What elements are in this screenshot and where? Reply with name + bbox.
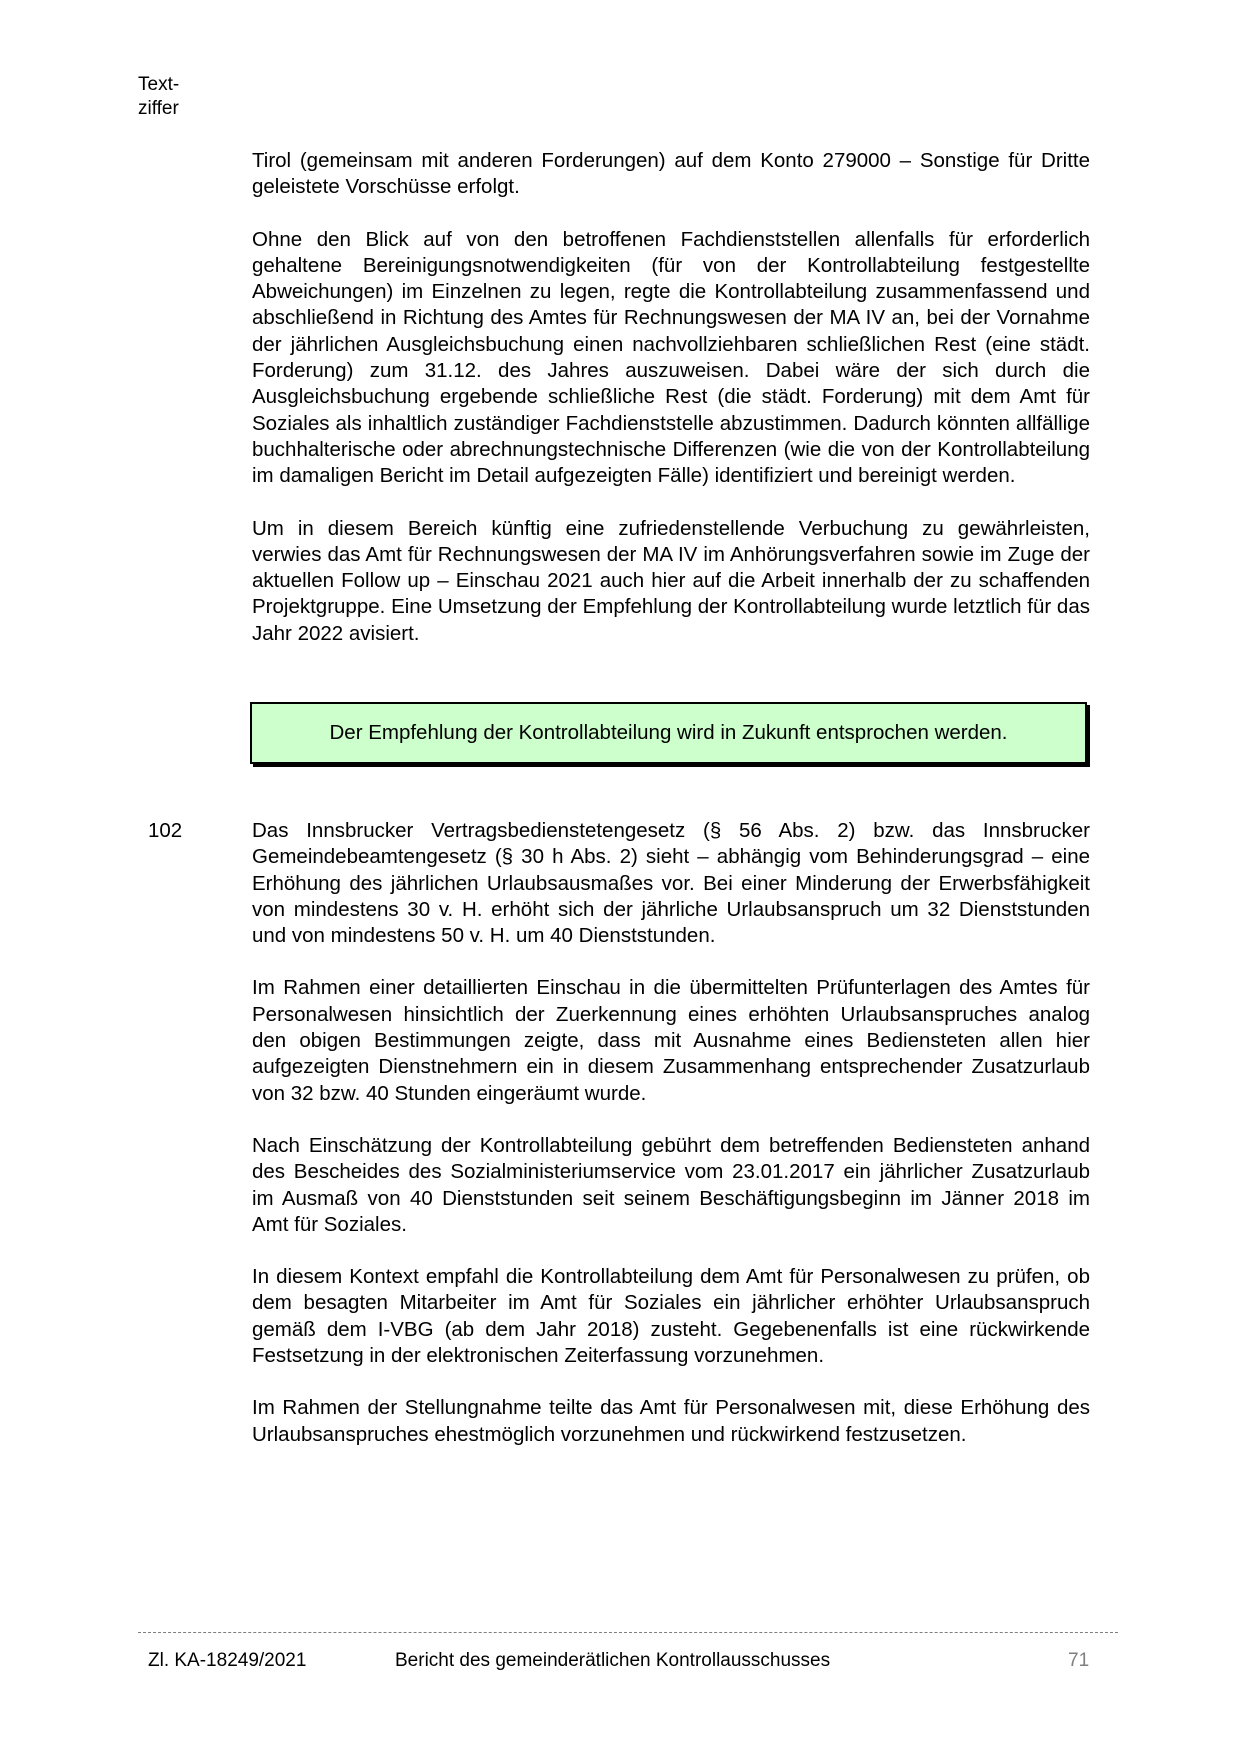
footer-reference: Zl. KA-18249/2021	[148, 1650, 307, 1671]
continued-section-body	[252, 148, 1090, 647]
paragraph: Nach Einschätzung der Kontrollabteilung gebührt dem betreffenden Bediensteten anhand des Bescheides des Sozialministeriumservice vom 23.01.2017 ein jährlicher Zusatzurlaub im Ausmaß von 40 Dienststunden seit seinem Beschäftigungsbeginn im Jänner 2018 im Amt für Soziales.	[252, 1133, 1090, 1236]
paragraph: Das Innsbrucker Vertragsbedienstetengesetz (§ 56 Abs. 2) bzw. das Innsbrucker Gemeindebeamtengesetz (§ 30 h Abs. 2) sieht – abhängig vom Behinderungsgrad – eine Erhöhung des jährlichen Urlaubsausmaßes vor. Bei einer Minderung der Erwerbsfähigkeit von mindestens 30 v. H. erhöht sich der jährliche Urlaubsanspruch um 32 Dienststunden und von mindestens 50 v. H. um 40 Dienststunden.	[252, 819, 1090, 948]
footer-divider	[138, 1632, 1118, 1633]
statement-note-text: Der Empfehlung der Kontrollabteilung wird in Zukunft entsprochen werden.	[329, 721, 1008, 744]
paragraph: Im Rahmen einer detaillierten Einschau in die übermittelten Prüfunterlagen des Amtes für Personalwesen hinsichtlich der Zuerkennung eines erhöhten Urlaubsanspruches analog den obigen Bestimmungen zeigte, dass mit Ausnahme eines Bediensteten allen hier aufgezeigten Dienstnehmern ein in diesem Zusammenhang entsprechender Zusatzurlaub von 32 bzw. 40 Stunden eingeräumt wurde.	[252, 976, 1090, 1105]
page-number: 71	[1068, 1650, 1090, 1671]
paragraph: Tirol (gemeinsam mit anderen Forderungen) auf dem Konto 279000 – Sonstige für Dritte geleistete Vorschüsse erfolgt.	[252, 149, 1090, 199]
statement-note-box	[250, 702, 1087, 764]
textziffer-number: 102	[148, 819, 183, 842]
margin-label-textziffer	[138, 73, 179, 121]
paragraph: Ohne den Blick auf von den betroffenen Fachdienststellen allenfalls für erforderlich gehaltene Bereinigungsnotwendigkeiten (für von der Kontrollabteilung festgestellte Abweichungen) im Einzelnen zu legen, regte die Kontrollabteilung zusammenfassend und abschließend in Richtung des Amtes für Rechnungswesen der MA IV an, bei der Vornahme der jährlichen Ausgleichsbuchung einen nachvollziehbaren schließlichen Rest (eine städt. Forderung) zum 31.12. des Jahres auszuweisen. Dabei wäre der sich durch die Ausgleichsbuchung ergebende schließliche Rest (die städt. Forderung) mit dem Amt für Soziales als inhaltlich zuständiger Fachdienststelle abzustimmen. Dadurch könnten allfällige buchhalterische oder abrechnungstechnische Differenzen (wie die von der Kontrollabteilung im damaligen Bericht im Detail aufgezeigten Fälle) identifiziert und bereinigt werden.	[252, 227, 1090, 488]
paragraph: Um in diesem Bereich künftig eine zufriedenstellende Verbuchung zu gewährleisten, verwies das Amt für Rechnungswesen der MA IV im Anhörungsverfahren sowie im Zuge der aktuellen Follow up – Einschau 2021 auch hier auf die Arbeit innerhalb der zu schaffenden Projektgruppe. Eine Umsetzung der Empfehlung der Kontrollabteilung wurde letztlich für das Jahr 2022 avisiert.	[252, 516, 1090, 645]
margin-label-line-1: Text-	[138, 74, 180, 95]
paragraph: In diesem Kontext empfahl die Kontrollabteilung dem Amt für Personalwesen zu prüfen, ob dem besagten Mitarbeiter im Amt für Soziales ein jährlicher erhöhter Urlaubsanspruch gemäß dem I-VBG (ab dem Jahr 2018) zusteht. Gegebenenfalls ist eine rückwirkende Festsetzung in der elektronischen Zeiterfassung vorzunehmen.	[252, 1265, 1090, 1368]
footer-title: Bericht des gemeinderätlichen Kontrollausschusses	[395, 1650, 831, 1671]
margin-label-line-2: ziffer	[138, 98, 179, 119]
paragraph: Im Rahmen der Stellungnahme teilte das Amt für Personalwesen mit, diese Erhöhung des Urlaubsanspruches ehestmöglich vorzunehmen und rückwirkend festzusetzen.	[252, 1396, 1090, 1446]
section-102-body	[252, 818, 1090, 1448]
